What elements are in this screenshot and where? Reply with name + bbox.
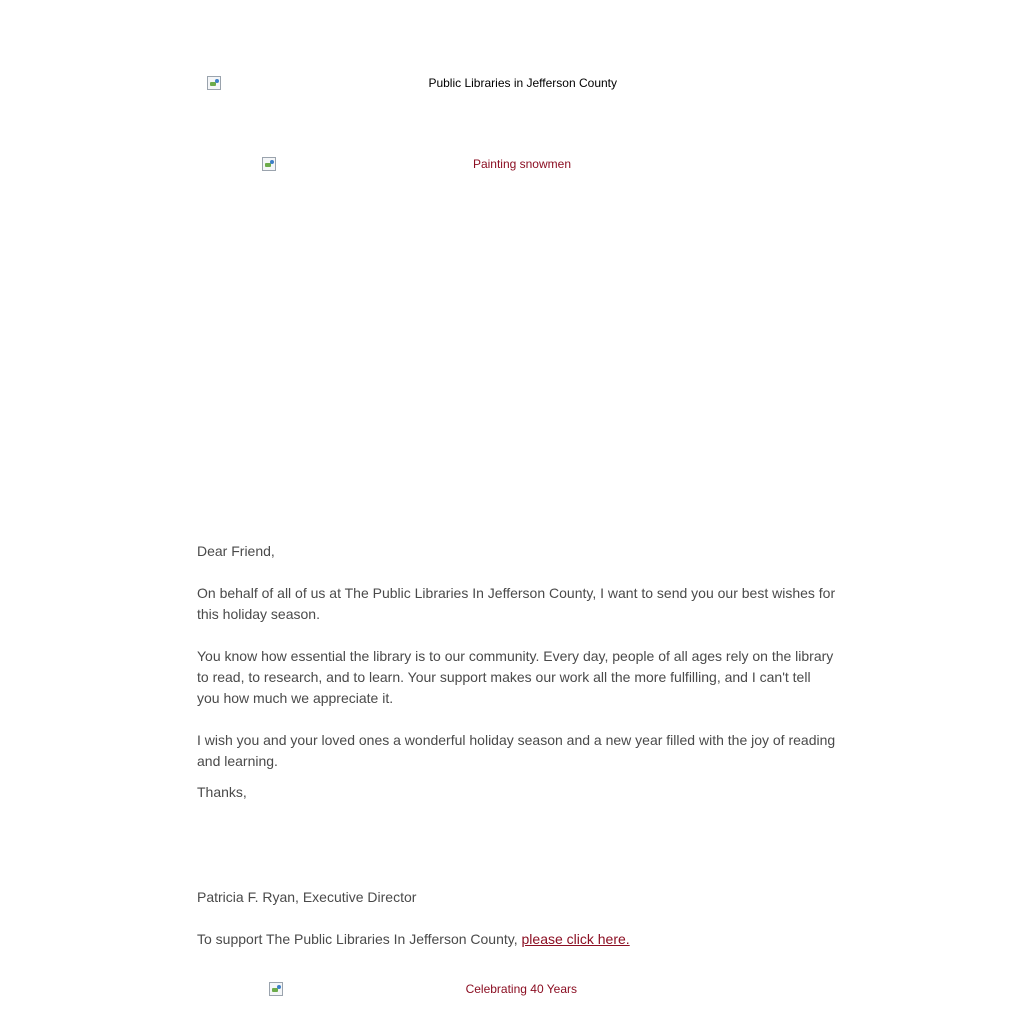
signature-image-space	[197, 813, 837, 887]
support-text: To support The Public Libraries In Jefferson County,	[197, 931, 522, 947]
header-image-alt: Public Libraries in Jefferson County	[428, 76, 617, 90]
letter-greeting: Dear Friend,	[197, 543, 275, 559]
letter-closing: Thanks,	[197, 784, 247, 800]
support-line	[197, 929, 837, 950]
broken-image-icon	[262, 157, 276, 171]
broken-image-icon	[207, 76, 221, 90]
footer-anniversary-image[interactable]	[269, 982, 577, 996]
letter-body	[197, 541, 837, 971]
letter-signature: Patricia F. Ryan, Executive Director	[197, 889, 417, 905]
letter-paragraph-1: On behalf of all of us at The Public Libraries In Jefferson County, I want to send you our best wishes for this holiday season.	[197, 585, 836, 622]
hero-image-alt: Painting snowmen	[472, 157, 571, 171]
broken-image-icon	[269, 982, 283, 996]
hero-image-link[interactable]	[262, 157, 571, 517]
support-link[interactable]: please click here.	[521, 931, 630, 947]
footer-image-alt: Celebrating 40 Years	[465, 982, 577, 996]
letter-paragraph-3: I wish you and your loved ones a wonderful holiday season and a new year filled with the joy of reading and learning.	[197, 732, 836, 769]
letter-paragraph-2: You know how essential the library is to our community. Every day, people of all ages rely on the library to read, to research, and to learn. Your support makes our work all the more fulfilling, and I can't tell you how much we appreciate it.	[197, 648, 834, 706]
header-logo-image	[207, 76, 617, 90]
